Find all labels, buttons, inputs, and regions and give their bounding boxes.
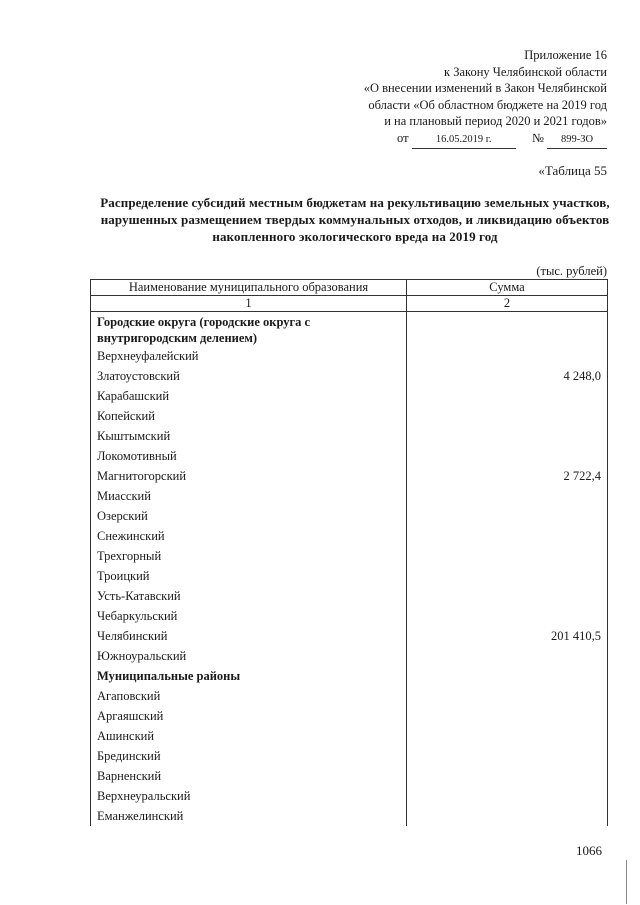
municipality-name: Городские округа (городские округа с внутригородским делением) — [91, 312, 407, 347]
table-body — [91, 312, 608, 827]
municipality-name: Трехгорный — [91, 546, 407, 566]
table-row — [91, 386, 608, 406]
municipality-name: Копейский — [91, 406, 407, 426]
table-row — [91, 486, 608, 506]
table-row — [91, 526, 608, 546]
table-group-row — [91, 312, 608, 347]
table-index-row — [91, 296, 608, 312]
table-row — [91, 786, 608, 806]
table-row — [91, 466, 608, 486]
subsidy-table — [90, 279, 608, 826]
table-row — [91, 506, 608, 526]
municipality-name: Варненский — [91, 766, 407, 786]
header-line: к Закону Челябинской области — [444, 64, 607, 79]
number-label: № — [531, 130, 544, 145]
header-line: Приложение 16 — [524, 48, 607, 62]
table-row — [91, 806, 608, 826]
municipality-name: Кыштымский — [91, 426, 407, 446]
table-row — [91, 366, 608, 386]
subsidy-amount — [407, 506, 608, 526]
municipality-name: Чебаркульский — [91, 606, 407, 626]
municipality-name: Озерский — [91, 506, 407, 526]
municipality-name: Верхнеуральский — [91, 786, 407, 806]
table-group-row — [91, 666, 608, 686]
municipality-name: Южноуральский — [91, 646, 407, 666]
municipality-name: Брединский — [91, 746, 407, 766]
municipality-name: Челябинский — [91, 626, 407, 646]
subsidy-amount: 2 722,4 — [407, 466, 608, 486]
municipality-name: Верхнеуфалейский — [91, 346, 407, 366]
header-line: «О внесении изменений в Закон Челябинской — [363, 81, 607, 95]
law-date: 16.05.2019 г. — [412, 132, 516, 150]
table-row — [91, 706, 608, 726]
subsidy-amount — [407, 386, 608, 406]
law-number: 899-ЗО — [547, 132, 607, 150]
table-row — [91, 586, 608, 606]
subsidy-amount — [407, 586, 608, 606]
from-label: от — [397, 130, 409, 145]
municipality-name: Снежинский — [91, 526, 407, 546]
table-row — [91, 646, 608, 666]
municipality-name: Миасский — [91, 486, 407, 506]
municipality-name: Карабашский — [91, 386, 407, 406]
subsidy-amount — [407, 546, 608, 566]
column-header-name: Наименование муниципального образования — [91, 280, 407, 296]
table-row — [91, 446, 608, 466]
header-line: области «Об областном бюджете на 2019 год — [368, 97, 607, 112]
municipality-name: Муниципальные районы — [91, 666, 407, 686]
subsidy-amount — [407, 666, 608, 686]
municipality-name: Ашинский — [91, 726, 407, 746]
municipality-name: Локомотивный — [91, 446, 407, 466]
subsidy-amount: 4 248,0 — [407, 366, 608, 386]
subsidy-amount — [407, 686, 608, 706]
table-row — [91, 746, 608, 766]
table-row — [91, 766, 608, 786]
header-line: и на плановый период 2020 и 2021 годов» — [384, 114, 607, 128]
table-reference: «Таблица 55 — [538, 163, 607, 178]
municipality-name: Троицкий — [91, 566, 407, 586]
table-row — [91, 406, 608, 426]
subsidy-amount — [407, 806, 608, 826]
table-row — [91, 346, 608, 366]
subsidy-amount — [407, 766, 608, 786]
subsidy-amount — [407, 706, 608, 726]
municipality-name: Усть-Катавский — [91, 586, 407, 606]
municipality-name: Аргаяшский — [91, 706, 407, 726]
document-title: Распределение субсидий местным бюджетам на рекультивацию земельных участков, нарушенных размещением твердых коммунальных отходов, и ликвидацию объектов накопленного экологического вреда на 2019 год — [100, 195, 610, 244]
subsidy-amount — [407, 406, 608, 426]
subsidy-amount: 201 410,5 — [407, 626, 608, 646]
subsidy-amount — [407, 746, 608, 766]
scan-edge-line — [626, 860, 627, 904]
subsidy-amount — [407, 526, 608, 546]
subsidy-amount — [407, 606, 608, 626]
table-row — [91, 426, 608, 446]
units-label: (тыс. рублей) — [536, 264, 607, 278]
subsidy-amount — [407, 726, 608, 746]
table-row — [91, 726, 608, 746]
subsidy-amount — [407, 346, 608, 366]
table-row — [91, 686, 608, 706]
table-row — [91, 566, 608, 586]
subsidy-amount — [407, 566, 608, 586]
page-number: 1066 — [576, 843, 602, 858]
municipality-name: Еманжелинский — [91, 806, 407, 826]
law-date-number — [364, 130, 607, 150]
subsidy-amount — [407, 446, 608, 466]
subsidy-amount — [407, 646, 608, 666]
column-index: 1 — [91, 296, 407, 312]
subsidy-amount — [407, 486, 608, 506]
table-row — [91, 606, 608, 626]
subsidy-amount — [407, 312, 608, 347]
municipality-name: Агаповский — [91, 686, 407, 706]
subsidy-amount — [407, 786, 608, 806]
table-row — [91, 626, 608, 646]
column-header-sum: Сумма — [407, 280, 608, 296]
subsidy-amount — [407, 426, 608, 446]
municipality-name: Златоустовский — [91, 366, 407, 386]
column-index: 2 — [407, 296, 608, 312]
appendix-header — [364, 47, 607, 149]
table-header-row — [91, 280, 608, 296]
municipality-name: Магнитогорский — [91, 466, 407, 486]
table-row — [91, 546, 608, 566]
